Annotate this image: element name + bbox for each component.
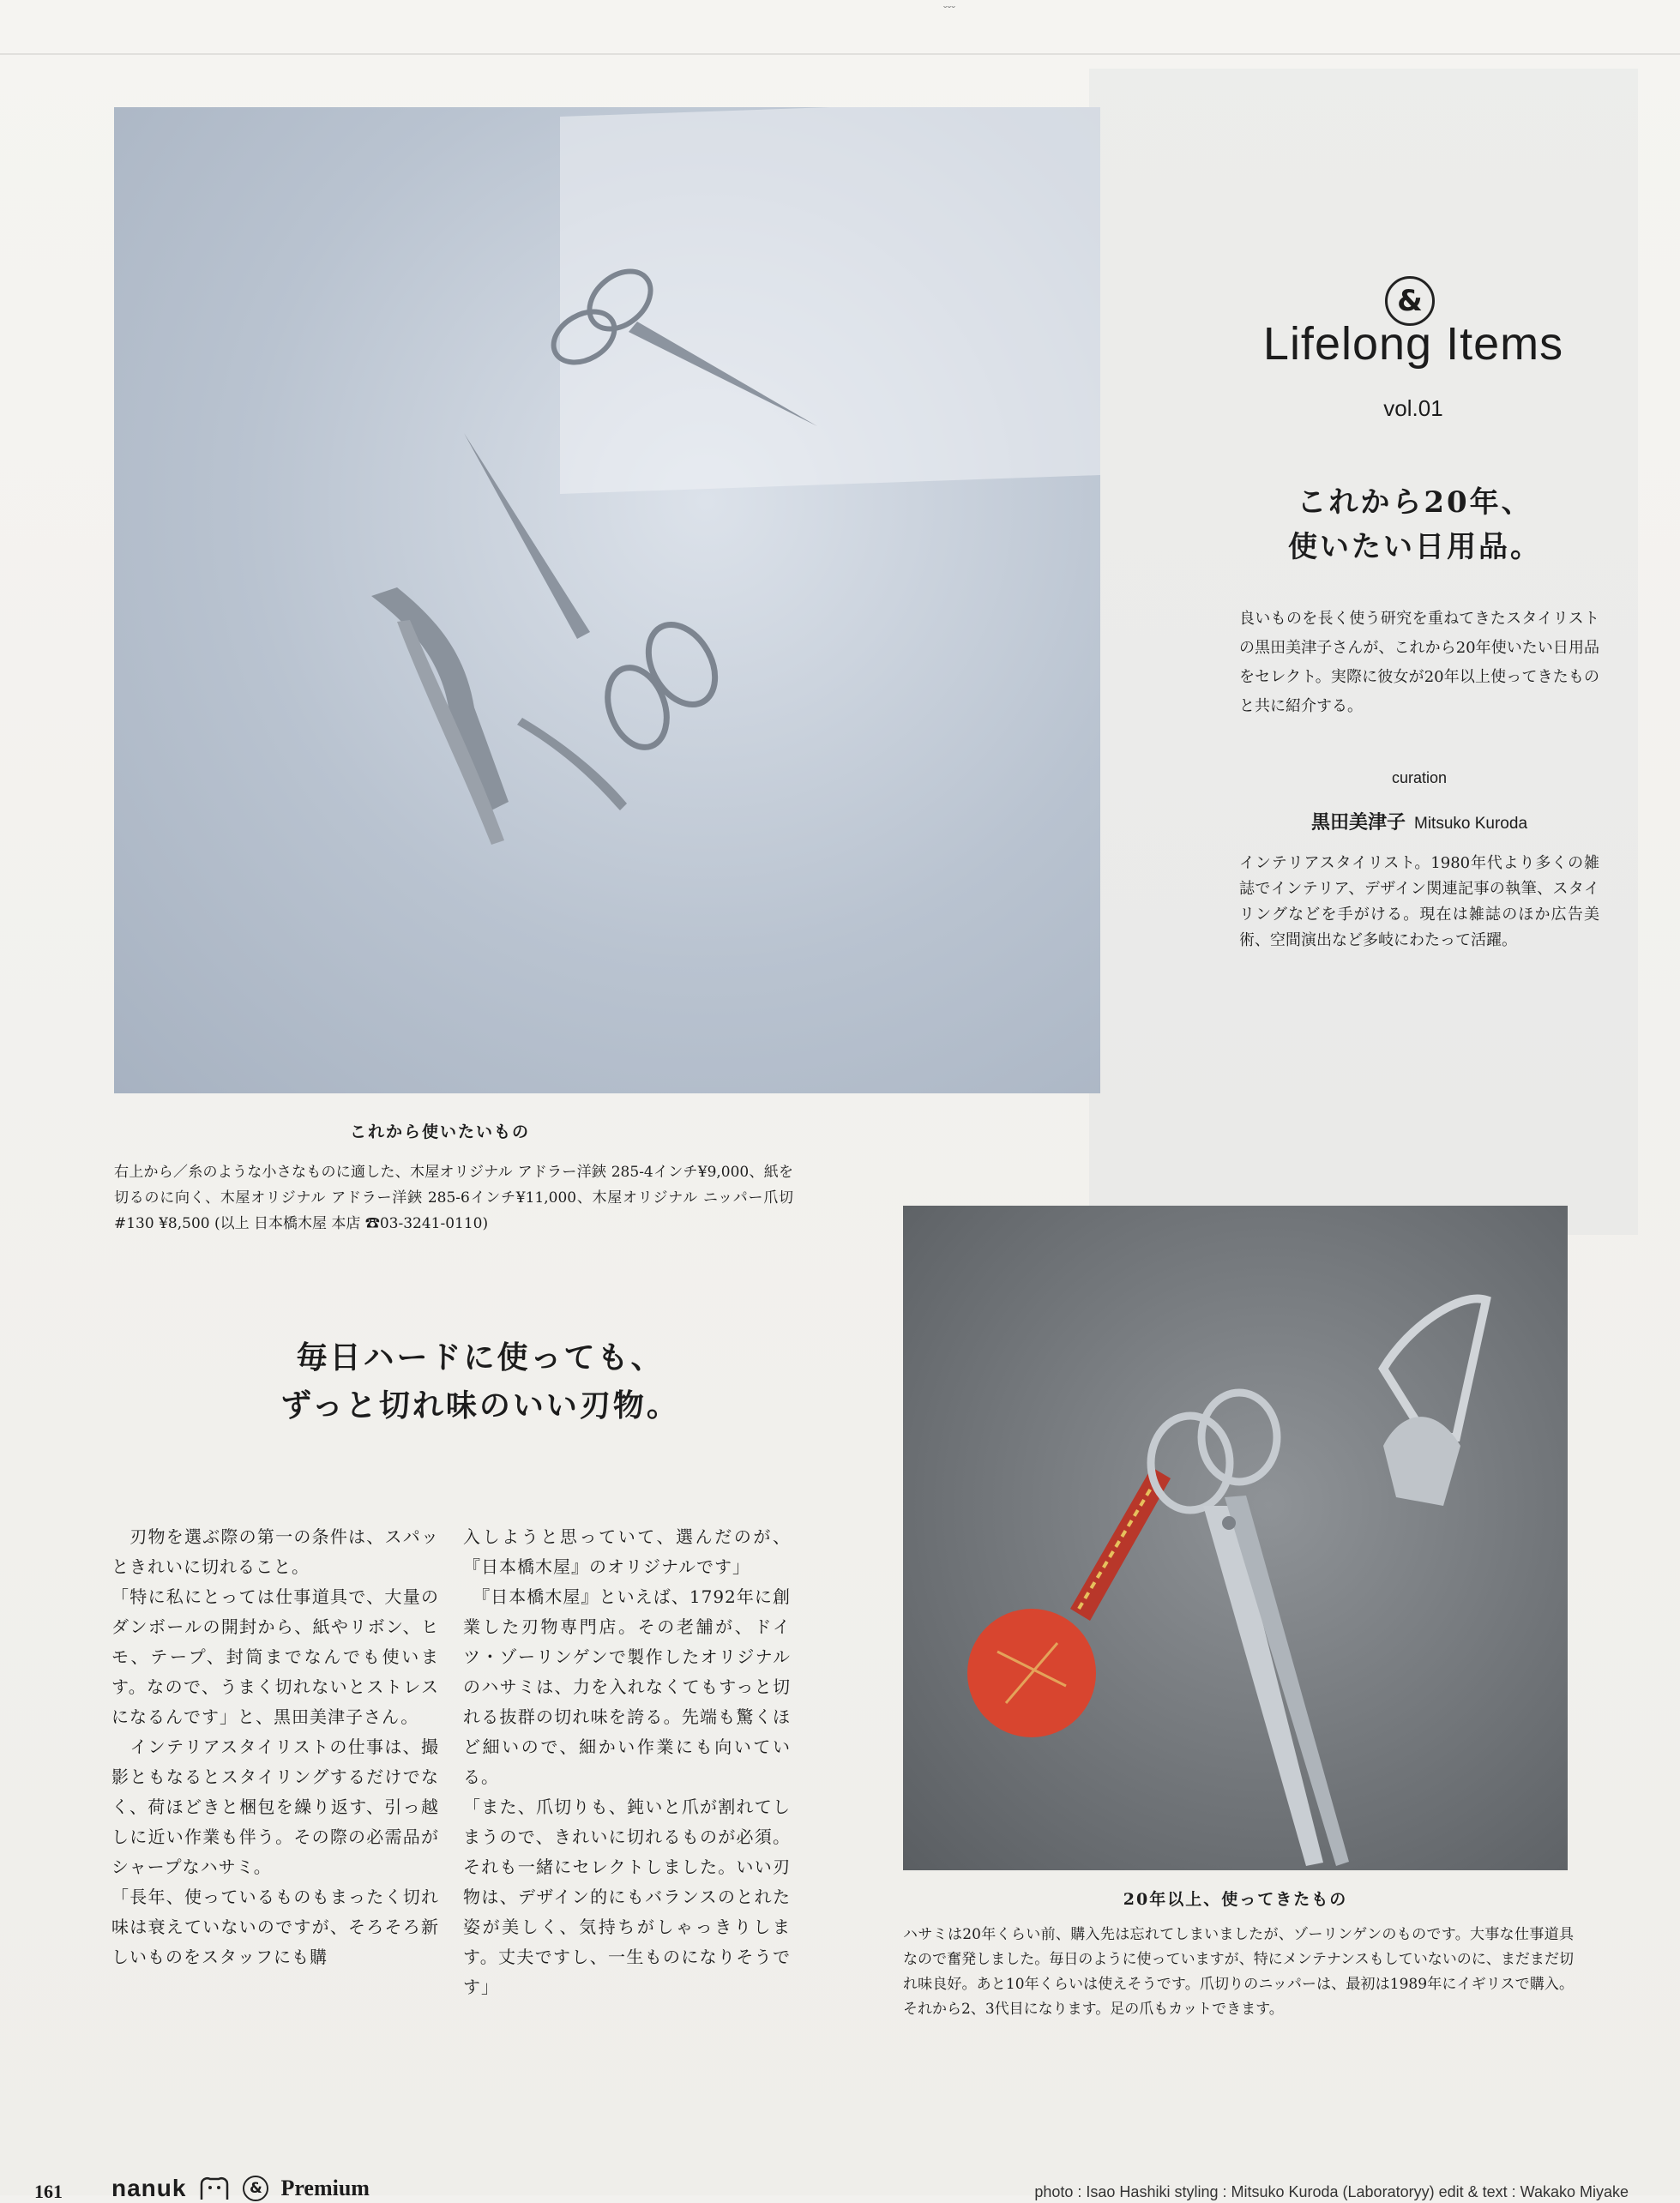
- lead-paragraph: 良いものを長く使う研究を重ねてきたスタイリストの黒田美津子さんが、これから20年使いたい日用品をセレクト。実際に彼女が20年以上使ってきたものと共に紹介する。: [1239, 610, 1599, 715]
- body-paragraph: 「また、爪切りも、鈍いと爪が割れてしまうので、きれいに切れるものが必須。それも一緒にセレクトしました。いい刃物は、デザイン的にもバランスのとれた姿が美しく、気持ちがしゃっきりします。丈夫ですし、一生ものになりそうです」: [463, 1797, 791, 1997]
- caption-old-items-title: 20年以上、使ってきたもの: [1123, 1890, 1348, 1909]
- curator-name: [1239, 808, 1599, 834]
- brand-nanuk: nanuk: [111, 2175, 187, 2201]
- section-headline-line-1: 毎日ハードに使っても、: [296, 1339, 665, 1375]
- photo-new-scissors: [114, 107, 1100, 1093]
- body-paragraph: 『日本橋木屋』といえば、1792年に創業した刃物専門店。その老舗が、ドイツ・ゾーリンゲンで製作したオリジナルのハサミは、力を入れなくてもすっと切れる抜群の切れ味を誇る。先端も驚くほど細いので、細かい作業にも向いている。: [463, 1586, 791, 1787]
- curator-name-en: Mitsuko Kuroda: [1414, 815, 1528, 833]
- body-paragraph: 入しようと思っていて、選んだのが、『日本橋木屋』のオリジナルです」: [463, 1526, 791, 1577]
- caption-new-items-body: 右上から／糸のような小さなものに適した、木屋オリジナル アドラー洋鋏 285-4インチ¥9,000、紙を切るのに向く、木屋オリジナル アドラー洋鋏 285-6インチ¥11,000、木屋オリジナル ニッパー爪切 #130 ¥8,500 (以上 日本橋木屋 本店 ☎03-3241-0110): [114, 1164, 793, 1232]
- footer-brand: [111, 2175, 370, 2202]
- series-volume: vol.01: [1383, 395, 1443, 421]
- section-headline: [189, 1333, 772, 1430]
- main-headline-line-2: 使いたい日用品。: [1288, 530, 1542, 564]
- body-paragraph: 「特に私にとっては仕事道具で、大量のダンボールの開封から、紙やリボン、ヒモ、テープ、封筒までなんでも使います。なので、うまく切れないとストレスになるんです」と、黒田美津子さん。: [111, 1586, 439, 1727]
- scissors-illustration: [114, 107, 1100, 1093]
- credits: photo : Isao Hashiki styling : Mitsuko Kuroda (Laboratoryy) edit & text : Wakako Miyake: [1034, 2183, 1629, 2200]
- caption-new-items-title: これから使いたいもの: [349, 1123, 530, 1141]
- ampersand-small-logo: &: [243, 2176, 268, 2201]
- top-rule: [0, 53, 1680, 55]
- photo-old-scissors: [903, 1206, 1568, 1870]
- caption-old-items-body: ハサミは20年くらい前、購入先は忘れてしまいましたが、ゾーリンゲンのものです。大事な仕事道具なので奮発しました。毎日のように使っていますが、特にメンテナンスもしていないのに、まだまだ切れ味良好。あと10年くらいは使えそうです。爪切りのニッパーは、最初は1989年にイギリスで購入。それから2、3代目になります。足の爪もカットできます。: [903, 1926, 1574, 2018]
- corner-mark: ˇˇˇ: [943, 3, 955, 17]
- body-column-1: [111, 1522, 439, 1972]
- section-headline-line-2: ずっと切れ味のいい刃物。: [280, 1387, 680, 1424]
- main-headline-line-1: これから20年、: [1297, 485, 1533, 520]
- curator-name-ja: 黒田美津子: [1310, 811, 1406, 834]
- series-title: Lifelong Items: [1262, 318, 1564, 370]
- body-paragraph: インテリアスタイリストの仕事は、撮影ともなるとスタイリングするだけでなく、荷ほどきと梱包を繰り返す、引っ越しに近い作業も伴う。その際の必需品がシャープなハサミ。: [111, 1737, 439, 1877]
- bear-icon: [198, 2176, 231, 2201]
- main-headline: [1235, 480, 1595, 569]
- old-scissors-illustration: [903, 1206, 1568, 1870]
- body-paragraph: 刃物を選ぶ際の第一の条件は、スパッときれいに切れること。: [111, 1526, 439, 1577]
- curator-bio: インテリアスタイリスト。1980年代より多くの雑誌でインテリア、デザイン関連記事の執筆、スタイリングなどを手がける。現在は雑誌のほか広告美術、空間演出など多岐にわたって活躍。: [1239, 854, 1599, 949]
- body-paragraph: 「長年、使っているものもまったく切れ味は衰えていないのですが、そろそろ新しいものをスタッフにも購: [111, 1887, 439, 1967]
- ampersand-logo: &: [1385, 276, 1435, 326]
- page-number: 161: [34, 2181, 63, 2202]
- brand-premium: Premium: [280, 2176, 370, 2200]
- body-column-2: [463, 1522, 791, 2002]
- curation-label: curation: [1391, 769, 1448, 786]
